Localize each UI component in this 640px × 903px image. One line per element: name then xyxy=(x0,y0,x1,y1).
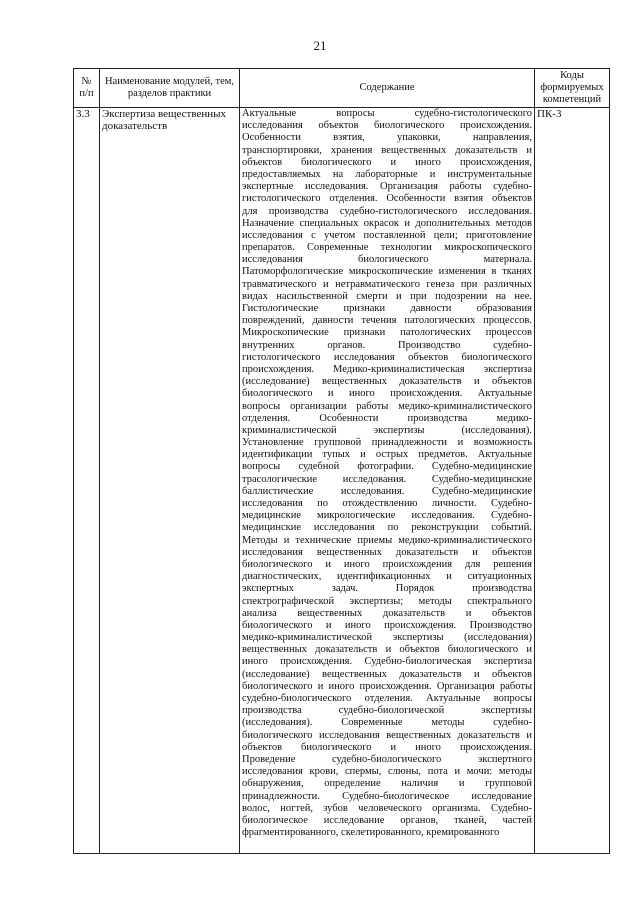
content-line: исследования биологического материала. xyxy=(242,254,532,266)
table-header-row xyxy=(74,69,610,108)
row-module-name: Экспертиза вещественных доказательств xyxy=(100,108,240,854)
content-line: травматического и нетравматического генеза при различных xyxy=(242,278,532,290)
content-line: производства судебно-биологической экспертизы xyxy=(242,705,532,717)
content-line: фрагментированного, скелетированного, кремированного xyxy=(242,827,500,839)
content-line: гистологического исследования объектов биологического xyxy=(242,351,532,363)
curriculum-table xyxy=(73,68,610,854)
content-line: для производства судебно-гистологического исследования. xyxy=(242,205,532,217)
content-line: исследования крови, спермы, слюны, пота и мочи: методы xyxy=(242,766,532,778)
content-line: (исследования). Современные методы судебно- xyxy=(242,717,532,729)
content-line: транспортировки, хранения вещественных доказательств и xyxy=(242,144,532,156)
content-line: Актуальные вопросы судебно-гистологического xyxy=(242,108,532,119)
content-line: исследования по отождествлению личности. Судебно- xyxy=(242,498,532,509)
content-line: Микроскопические признаки патологических процессов xyxy=(242,327,532,339)
content-line: объектов биологического и иного происхождения. xyxy=(242,741,532,753)
content-line: Проведение судебно-биологического экспертного xyxy=(242,753,532,765)
content-line: исследования объектов биологического происхождения. xyxy=(242,120,532,132)
content-line: Особенности взятия, упаковки, направления, xyxy=(242,132,532,144)
content-line: Патоморфологические микроскопические изменения в тканях xyxy=(242,266,532,278)
content-line: экспертные исследования. Организация работы судебно- xyxy=(242,181,532,193)
page-number: 21 xyxy=(313,38,327,53)
content-line: происхождения. Медико-криминалистическая экспертиза xyxy=(242,363,532,375)
content-line: биологического и иного происхождения. Производство xyxy=(242,619,532,631)
content-line: биологическое исследование органов, тканей, частей xyxy=(242,814,532,826)
content-line: криминалистической экспертизы (исследования). xyxy=(242,424,532,436)
content-line: повреждений, давности течения патологических процессов. xyxy=(242,315,532,327)
row-number: 3.3 xyxy=(74,108,100,854)
content-line: отделения. Особенности производства медико- xyxy=(242,412,532,424)
content-line: биологического исследования вещественных доказательств и xyxy=(242,729,532,741)
content-line: исследования с учетом поставленной цели; приготовление xyxy=(242,229,532,241)
content-line: предоставляемых на лабораторные и инструментальные xyxy=(242,168,532,180)
row-content xyxy=(240,108,535,854)
content-line: исследования вещественных доказательств и объектов xyxy=(242,546,532,558)
content-line: видах насильственной смерти и при подозрении на нее. xyxy=(242,290,532,302)
content-line: обнаружения, определение наличия и групповой xyxy=(242,778,532,790)
content-line: внутренних органов. Производство судебно- xyxy=(242,339,532,351)
header-competence-codes: Коды формируемых компетенций xyxy=(535,69,610,108)
content-line: принадлежности. Судебно-биологическое исследование xyxy=(242,790,532,802)
content-line: биологического и иного происхождения. Организация работы xyxy=(242,680,532,692)
content-line: биологического и иного происхождения для решения xyxy=(242,558,532,570)
content-line: гистологического отделения. Особенности взятия объектов xyxy=(242,193,532,205)
content-line: Методы и технические приемы медико-криминалистического xyxy=(242,534,532,546)
row-competence-code: ПК-3 xyxy=(535,108,610,854)
content-line: (исследование) вещественных доказательств и объектов xyxy=(242,668,532,680)
content-text xyxy=(242,108,532,853)
content-line: волос, ногтей, зубов человеческого организма. Судебно- xyxy=(242,802,532,814)
content-line: биологического и иного происхождения. Актуальные xyxy=(242,388,532,400)
content-line: вопросы организации работы медико-криминалистического xyxy=(242,400,532,412)
content-line: препаратов. Современные технологии микроскопического xyxy=(242,242,532,254)
content-line: спектрографической экспертизы; методы спектрального xyxy=(242,595,532,607)
content-line: Установление групповой принадлежности и возможность xyxy=(242,437,532,449)
content-line: вопросы судебной фотографии. Судебно-медицинские xyxy=(242,461,532,473)
content-line: анализа вещественных доказательств и объектов xyxy=(242,607,532,619)
content-line: (исследование) вещественных доказательств и объектов xyxy=(242,376,532,388)
header-module-name: Наименование модулей, тем, разделов практики xyxy=(100,69,240,108)
content-line: объектов биологического и иного происхождения, xyxy=(242,156,532,168)
content-line: медико-криминалистической экспертизы (исследования) xyxy=(242,632,532,644)
content-line: Гистологические признаки давности образования xyxy=(242,303,532,314)
content-line: трасологические исследования. Судебно-медицинские xyxy=(242,473,532,485)
content-line: вещественных доказательств и объектов биологического и xyxy=(242,644,532,656)
content-line: диагностических, идентификационных и ситуационных xyxy=(242,571,532,583)
table-row xyxy=(74,108,610,854)
content-line: идентификации тупых и острых предметов. Актуальные xyxy=(242,449,532,461)
content-line: судебно-биологического отделения. Актуальные вопросы xyxy=(242,693,532,704)
content-line: экспертных задач. Порядок производства xyxy=(242,583,532,595)
header-content: Содержание xyxy=(240,69,535,108)
content-line: Назначение специальных окрасок и дополнительных методов xyxy=(242,217,532,229)
content-line: медицинские исследования по реконструкции событий. xyxy=(242,522,532,534)
content-line: иного происхождения. Судебно-биологическая экспертиза xyxy=(242,656,532,668)
content-line: медицинские микрологические исследования. Судебно- xyxy=(242,510,532,522)
header-number: № п/п xyxy=(74,69,100,108)
content-line: баллистические исследования. Судебно-медицинские xyxy=(242,485,532,497)
